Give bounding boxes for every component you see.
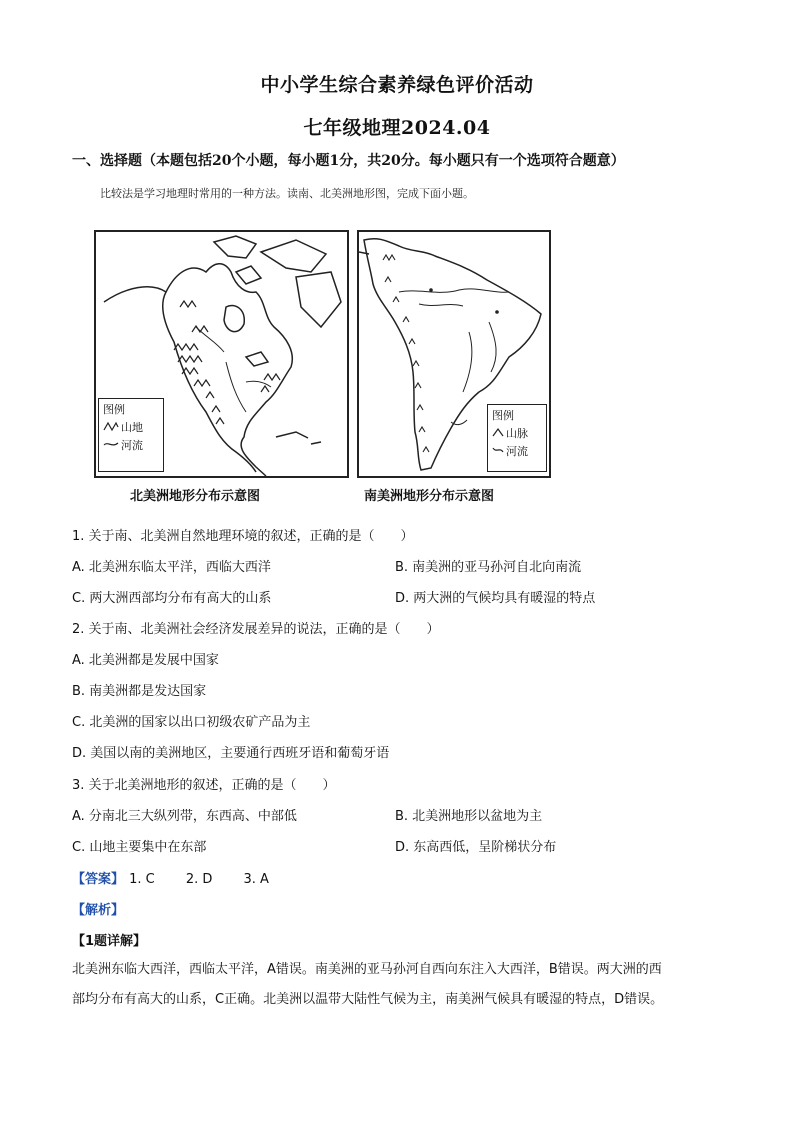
question-3-option-d: D. 东高西低，呈阶梯状分布 [395, 840, 557, 855]
north-legend-mountain-label: 山地 [121, 421, 143, 434]
north-map-legend [98, 398, 164, 472]
answer-2: 2. D [185, 872, 213, 887]
south-legend-range-label: 山脉 [506, 427, 528, 440]
question-2-option-c: C. 北美洲的国家以出口初级农矿产品为主 [72, 715, 311, 730]
south-legend-title: 图例 [492, 409, 514, 422]
question-2-option-a: A. 北美洲都是发展中国家 [72, 653, 219, 668]
answer-3: 3. A [243, 872, 269, 887]
north-legend-river [103, 437, 159, 455]
section-heading: 一、选择题（本题包括20个小题，每小题1分，共20分。每小题只有一个选项符合题意） [72, 153, 625, 169]
detail-line-2: 部均分布有高大的山系，C正确。北美洲以温带大陆性气候为主，南美洲气候具有暖湿的特点，D错误。 [72, 992, 664, 1007]
question-1-option-a: A. 北美洲东临太平洋，西临大西洋 [72, 560, 271, 575]
river-icon [103, 437, 121, 455]
north-legend-mountain [103, 419, 159, 437]
south-america-map [357, 230, 551, 478]
question-1-option-b: B. 南美洲的亚马孙河自北向南流 [395, 560, 582, 575]
detail-label: 【1题详解】 [72, 934, 147, 949]
detail-paragraph [72, 955, 732, 1015]
question-3-option-c: C. 山地主要集中在东部 [72, 840, 207, 855]
question-1-option-d: D. 两大洲的气候均具有暖湿的特点 [395, 591, 596, 606]
river-icon [492, 443, 506, 461]
analysis-label: 【解析】 [72, 903, 125, 918]
question-3-stem: 3. 关于北美洲地形的叙述，正确的是（ ） [72, 778, 336, 793]
south-legend-river-label: 河流 [506, 445, 528, 458]
question-2-option-b: B. 南美洲都是发达国家 [72, 684, 207, 699]
question-2-option-d: D. 美国以南的美洲地区，主要通行西班牙语和葡萄牙语 [72, 746, 390, 761]
answer-label: 【答案】 [72, 872, 125, 887]
north-america-map [94, 230, 349, 478]
question-1-stem: 1. 关于南、北美洲自然地理环境的叙述，正确的是（ ） [72, 529, 414, 544]
answer-row [72, 868, 269, 887]
answer-1: 1. C [129, 872, 155, 887]
question-2-stem: 2. 关于南、北美洲社会经济发展差异的说法，正确的是（ ） [72, 622, 440, 637]
south-map-legend [487, 404, 547, 472]
question-3-option-b: B. 北美洲地形以盆地为主 [395, 809, 543, 824]
south-map-caption: 南美洲地形分布示意图 [364, 489, 495, 504]
intro-text: 比较法是学习地理时常用的一种方法。读南、北美洲地形图，完成下面小题。 [100, 187, 474, 200]
south-legend-river [492, 443, 542, 461]
question-1-option-c: C. 两大洲西部均分布有高大的山系 [72, 591, 272, 606]
document-title: 中小学生综合素养绿色评价活动 [260, 74, 534, 96]
mountain-icon [103, 419, 121, 437]
south-legend-range [492, 425, 542, 443]
document-subtitle: 七年级地理2024.04 [303, 117, 491, 139]
north-legend-title: 图例 [103, 403, 125, 416]
question-3-option-a: A. 分南北三大纵列带，东西高、中部低 [72, 809, 297, 824]
north-legend-river-label: 河流 [121, 439, 143, 452]
mountain-range-icon [492, 425, 506, 443]
north-map-caption: 北美洲地形分布示意图 [130, 489, 261, 504]
detail-line-1: 北美洲东临大西洋，西临太平洋，A错误。南美洲的亚马孙河自西向东注入大西洋，B错误。两大洲的西 [72, 962, 662, 977]
